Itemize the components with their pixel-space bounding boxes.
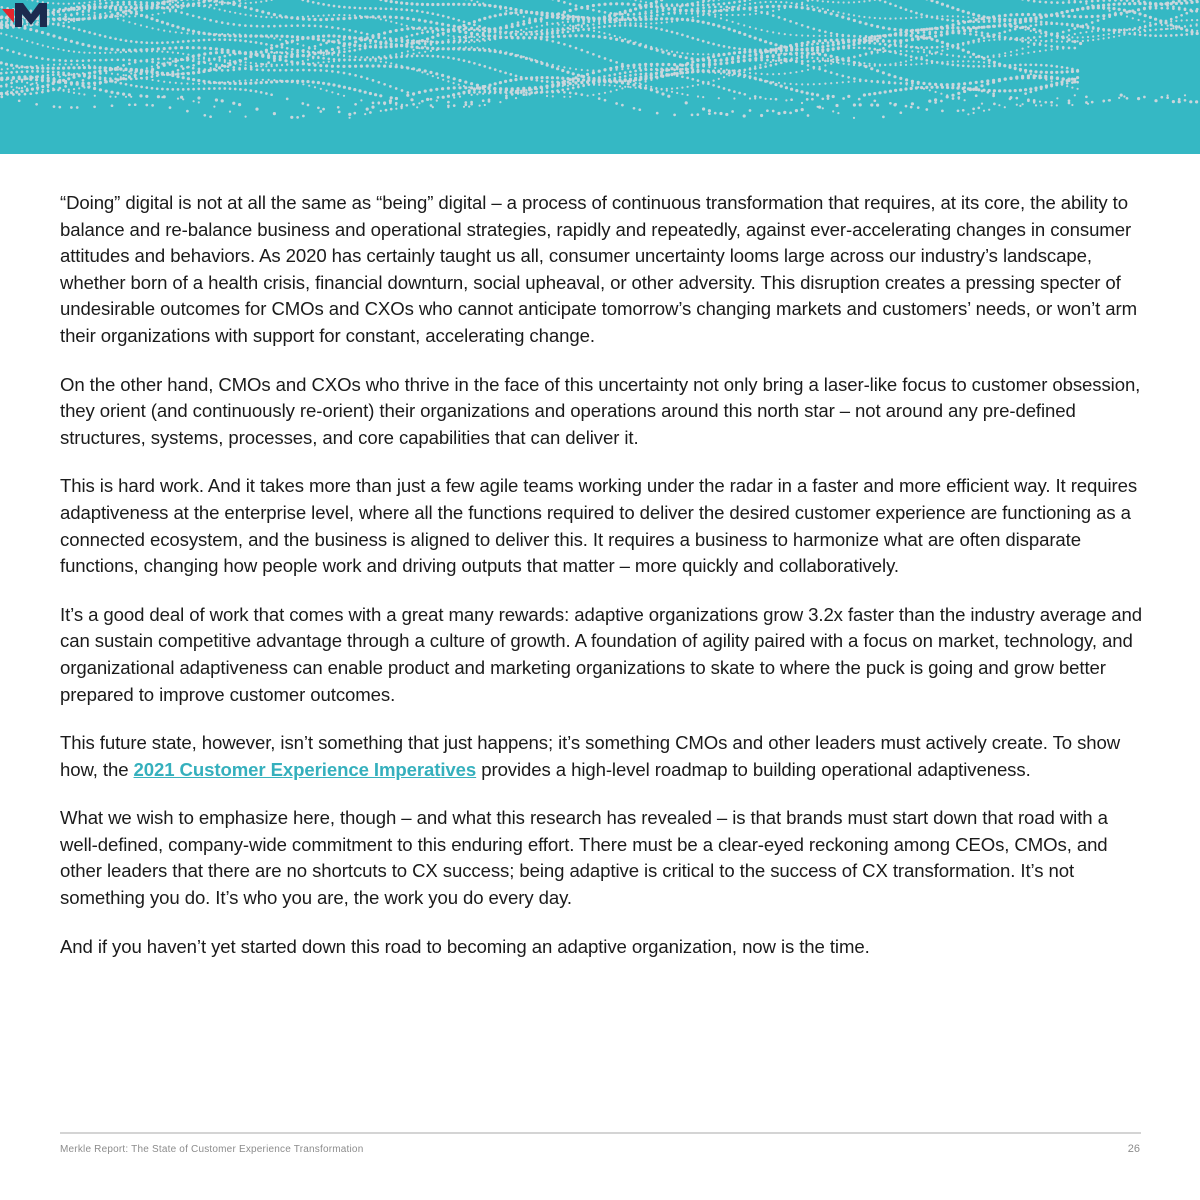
paragraph-6: What we wish to emphasize here, though – and what this research has revealed – is that brands must start down that road with a well-defined, company-wide commitment to this enduring effort. There must be a clear-eyed reckoning among CEOs, CMOs, and other leaders that there are no shortcuts to CX success; being adaptive is critical to the success of CX transformation. It’s not something you do. It’s who you are, the work you do every day. <box>60 807 1108 909</box>
wave-dots <box>0 0 1200 119</box>
paragraph-7: And if you haven’t yet started down this road to becoming an adaptive organization, now is the time. <box>60 935 870 957</box>
paragraph-1: “Doing” digital is not at all the same as “being” digital – a process of continuous transformation that requires, at its core, the ability to balance and re-balance business and operational strategies, rapidly and repeatedly, against ever-accelerating changes in consumer attitudes and behaviors. As 2020 has certainly taught us all, consumer uncertainty looms large across our industry’s landscape, whether born of a health crisis, financial downturn, social upheaval, or other adversity. This disruption creates a pressing specter of undesirable outcomes for CMOs and CXOs who cannot anticipate tomorrow’s changing markets and customers’ needs, or won’t arm their organizations with support for constant, accelerating change. <box>60 192 1137 346</box>
paragraph-5-text-start: This future state, however, isn’t something that just happens; it’s something CMOs and other leaders must actively create. To show how, the <box>60 732 1121 780</box>
logo-navy-m <box>15 3 47 27</box>
paragraph-5 <box>60 730 1145 783</box>
header-banner <box>0 0 1200 154</box>
wave-dot-pattern <box>0 0 1200 154</box>
footer-report-title: Merkle Report: The State of Customer Experience Transformation <box>60 1144 364 1155</box>
article-body <box>60 190 1145 982</box>
paragraph-5-text-end: provides a high-level roadmap to building operational adaptiveness. <box>476 758 1031 780</box>
merkle-logo-icon <box>0 0 50 30</box>
page-number: 26 <box>1127 1143 1140 1155</box>
footer-divider <box>60 1132 1141 1134</box>
paragraph-4: It’s a good deal of work that comes with a great many rewards: adaptive organizations grow 3.2x faster than the industry average and can sustain competitive advantage through a culture of growth. A foundation of agility paired with a focus on market, technology, and organizational adaptiveness can enable product and marketing organizations to skate to where the puck is going and grow better prepared to improve customer outcomes. <box>60 603 1143 705</box>
paragraph-2: On the other hand, CMOs and CXOs who thrive in the face of this uncertainty not only bring a laser-like focus to customer obsession, they orient (and continuously re-orient) their organizations and operations around this north star – not around any pre-defined structures, systems, processes, and core capabilities that can deliver it. <box>60 373 1141 448</box>
paragraph-3: This is hard work. And it takes more than just a few agile teams working under the radar in a faster and more efficient way. It requires adaptiveness at the enterprise level, where all the functions required to deliver the desired customer experience are functioning as a connected ecosystem, and the business is aligned to deliver this. It requires a business to harmonize what are often disparate functions, changing how people work and driving outputs that matter – more quickly and collaboratively. <box>60 475 1138 577</box>
logo-red-triangle <box>2 9 14 23</box>
cx-imperatives-link[interactable]: 2021 Customer Experience Imperatives <box>133 758 477 780</box>
